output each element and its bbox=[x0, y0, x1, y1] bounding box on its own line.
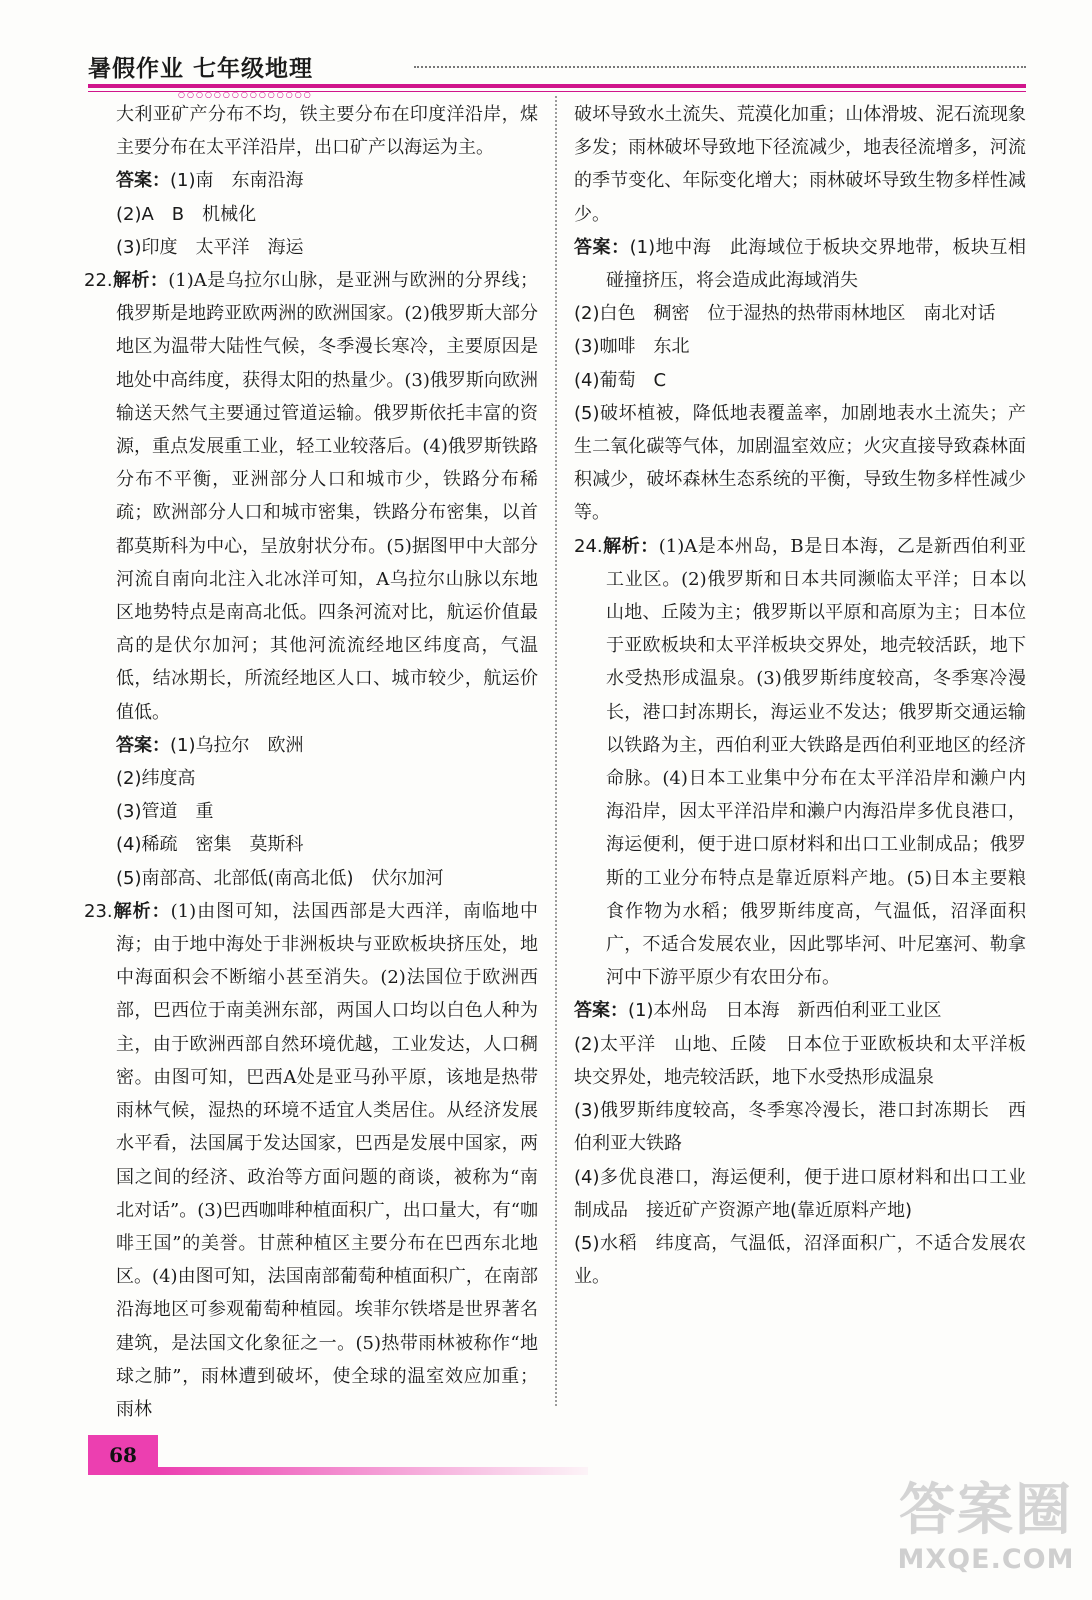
q23-answer-3: (3)咖啡 东北 bbox=[574, 336, 690, 358]
q21-answer-line bbox=[84, 164, 538, 197]
explanation-label: 解析： bbox=[112, 900, 171, 922]
answer-label: 答案： bbox=[116, 170, 170, 192]
watermark bbox=[896, 1478, 1076, 1588]
q22-number: 22. bbox=[84, 270, 113, 292]
q23-explanation bbox=[84, 895, 538, 1426]
page-header bbox=[88, 48, 1026, 82]
column-divider bbox=[555, 96, 557, 1406]
q23-answer-1: (1)地中海 此海域位于板块交界地带，板块互相碰撞挤压，将会造成此海域消失 bbox=[606, 236, 1027, 292]
q21-answer-2: (2)A B 机械化 bbox=[116, 203, 257, 225]
left-column bbox=[84, 98, 538, 1426]
q24-answer-3: (3)俄罗斯纬度较高，冬季寒冷漫长，港口封冻期长 西伯利亚大铁路 bbox=[574, 1100, 1026, 1155]
q24-number: 24. bbox=[574, 535, 603, 557]
header-circle-ornament: ○○○○○○○○○○○○○○○ bbox=[178, 90, 313, 99]
q22-explanation bbox=[84, 264, 538, 729]
q23-answer-line bbox=[574, 231, 1026, 297]
q24-answer-2: (2)太平洋 山地、丘陵 日本位于亚欧板块和太平洋板块交界处，地壳较活跃，地下水受热形成温泉 bbox=[574, 1033, 1026, 1088]
q23-explanation-text: (1)由图可知，法国西部是大西洋，南临地中海；由于地中海处于非洲板块与亚欧板块挤压处，地中海面积会不断缩小甚至消失。(2)法国位于欧洲西部，巴西位于南美洲东部，两国人口均以白色人种为主，由于欧洲西部自然环境优越，工业发达，人口稠密。由图可知，巴西A处是亚马孙平原，该地是热带雨林气候，湿热的环境不适宜人类居住。从经济发展水平看，法国属于发达国家，巴西是发展中国家，两国之间的经济、政治等方面问题的商谈，被称为“南北对话”。(3)巴西咖啡种植面积广，出口量大，有“咖啡王国”的美誉。甘蔗种植区主要分布在巴西东北地区。(4)由图可知，法国南部葡萄种植面积广，在南部沿海地区可参观葡萄种植园。埃菲尔铁塔是世界著名建筑，是法国文化象征之一。(5)热带雨林被称作“地球之肺”，雨林遭到破坏，使全球的温室效应加重；雨林 bbox=[116, 900, 539, 1420]
watermark-logo: 答案圈 bbox=[899, 1478, 1073, 1543]
footer-gradient-bar bbox=[158, 1467, 588, 1475]
q23-explanation-continued: 破坏导致水土流失、荒漠化加重；山体滑坡、泥石流现象多发；雨林破坏导致地下径流减少，地表径流增多，河流的季节变化、年际变化增大；雨林破坏导致生物多样性减少。 bbox=[574, 104, 1026, 225]
q23-answer-4: (4)葡萄 C bbox=[574, 369, 667, 391]
q24-answer-1: (1)本州岛 日本海 新西伯利亚工业区 bbox=[628, 1000, 942, 1022]
q22-answer-4: (4)稀疏 密集 莫斯科 bbox=[116, 834, 304, 856]
q23-number: 23. bbox=[84, 900, 113, 922]
header-rule bbox=[88, 84, 1026, 88]
answer-label: 答案： bbox=[574, 1000, 628, 1022]
q21-answer-3: (3)印度 太平洋 海运 bbox=[116, 236, 304, 258]
q24-answer-4: (4)多优良港口，海运便利，便于进口原材料和出口工业制成品 接近矿产资源产地(靠近原料产地) bbox=[574, 1166, 1026, 1221]
q24-answer-5: (5)水稻 纬度高，气温低，沼泽面积广，不适合发展农业。 bbox=[574, 1232, 1026, 1288]
right-column bbox=[574, 98, 1026, 1293]
explanation-label: 解析： bbox=[602, 535, 659, 557]
q22-answer-5: (5)南部高、北部低(南高北低) 伏尔加河 bbox=[116, 867, 444, 889]
q24-explanation bbox=[574, 530, 1026, 995]
q22-answer-1: (1)乌拉尔 欧洲 bbox=[170, 734, 304, 756]
page-number: 68 bbox=[88, 1435, 158, 1475]
q22-answer-line bbox=[84, 729, 538, 762]
answer-label: 答案： bbox=[574, 236, 630, 258]
q21-answer-1: (1)南 东南沿海 bbox=[170, 170, 304, 192]
explanation-label: 解析： bbox=[112, 270, 169, 292]
watermark-url: MXQE.COM bbox=[897, 1544, 1075, 1575]
q24-answer-line bbox=[574, 994, 1026, 1027]
q22-answer-3: (3)管道 重 bbox=[116, 801, 214, 823]
q21-explanation-continued: 大利亚矿产分布不均，铁主要分布在印度洋沿岸，煤主要分布在太平洋沿岸，出口矿产以海运为主。 bbox=[116, 104, 538, 159]
q22-explanation-text: (1)A是乌拉尔山脉，是亚洲与欧洲的分界线；俄罗斯是地跨亚欧两洲的欧洲国家。(2)俄罗斯大部分地区为温带大陆性气候，冬季漫长寒冷，主要原因是地处中高纬度，获得太阳的热量少。(3)俄罗斯向欧洲输送天然气主要通过管道运输。俄罗斯依托丰富的资源，重点发展重工业，轻工业较落后。(4)俄罗斯铁路分布不平衡，亚洲部分人口和城市少，铁路分布稀疏；欧洲部分人口和城市密集，铁路分布密集，以首都莫斯科为中心，呈放射状分布。(5)据图甲中大部分河流自南向北注入北冰洋可知，A乌拉尔山脉以东地区地势特点是南高北低。四条河流对比，航运价值最高的是伏尔加河；其他河流流经地区纬度高，气温低，结冰期长，所流经地区人口、城市较少，航运价值低。 bbox=[116, 270, 539, 723]
q22-answer-2: (2)纬度高 bbox=[116, 768, 196, 790]
header-dotted-rule bbox=[414, 66, 1026, 68]
q23-answer-2: (2)白色 稠密 位于湿热的热带雨林地区 南北对话 bbox=[574, 303, 996, 325]
q23-answer-5: (5)破坏植被，降低地表覆盖率，加剧地表水土流失；产生二氧化碳等气体，加剧温室效应；火灾直接导致森林面积减少，破坏森林生态系统的平衡，导致生物多样性减少等。 bbox=[574, 402, 1026, 524]
answer-label: 答案： bbox=[116, 734, 170, 756]
header-title: 暑假作业 七年级地理 bbox=[88, 56, 314, 82]
q24-explanation-text: (1)A是本州岛，B是日本海，乙是新西伯利亚工业区。(2)俄罗斯和日本共同濒临太平洋；日本以山地、丘陵为主；俄罗斯以平原和高原为主；日本位于亚欧板块和太平洋板块交界处，地壳较活跃，地下水受热形成温泉。(3)俄罗斯纬度较高，冬季寒冷漫长，港口封冻期长，海运业不发达；俄罗斯交通运输以铁路为主，西伯利亚大铁路是西伯利亚地区的经济命脉。(4)日本工业集中分布在太平洋沿岸和濑户内海沿岸，因太平洋沿岸和濑户内海沿岸多优良港口，海运便利，便于进口原材料和出口工业制成品；俄罗斯的工业分布特点是靠近原料产地。(5)日本主要粮食作物为水稻；俄罗斯纬度高，气温低，沼泽面积广，不适合发展农业，因此鄂毕河、叶尼塞河、勒拿河中下游平原少有农田分布。 bbox=[606, 535, 1026, 989]
